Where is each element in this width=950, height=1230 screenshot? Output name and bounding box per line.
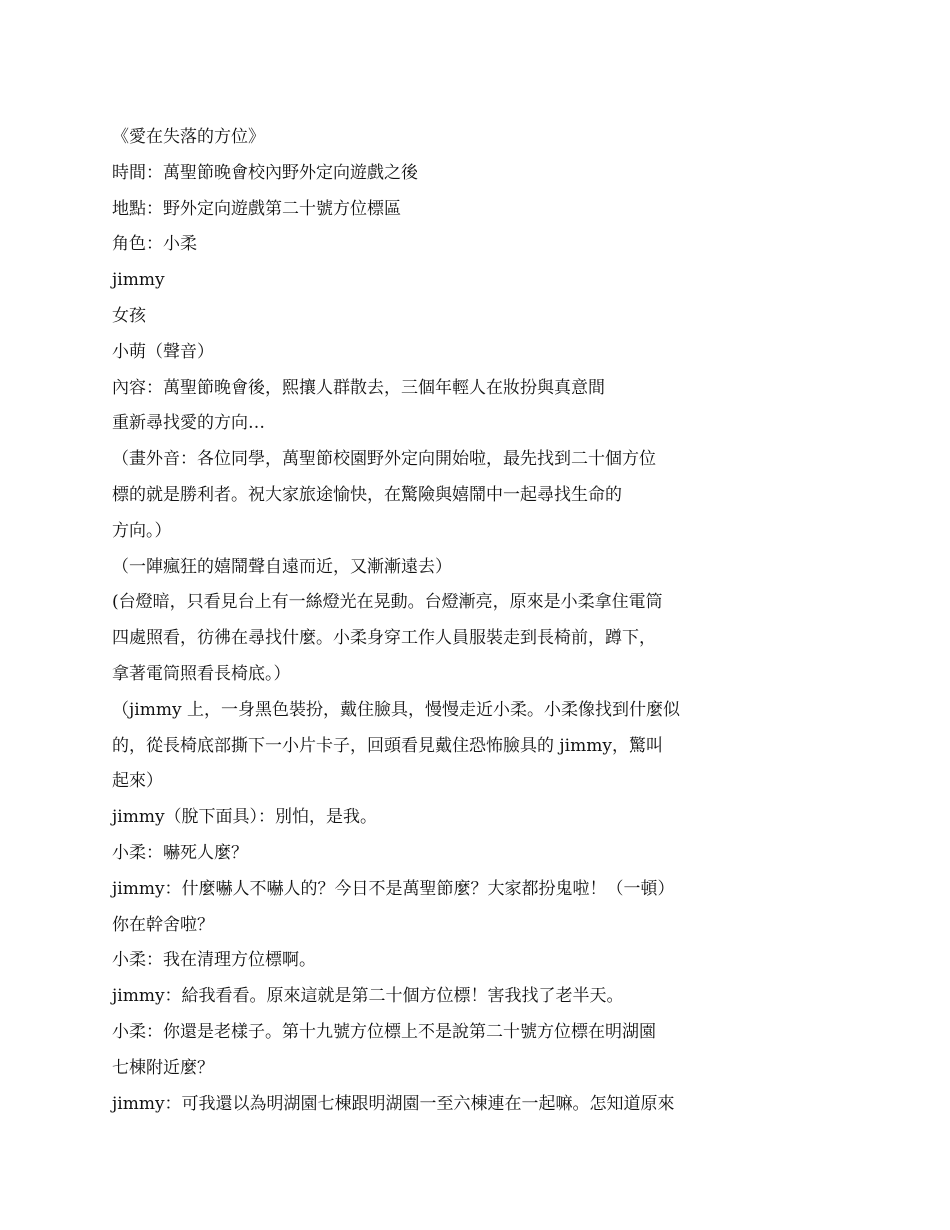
stage-direction: 標的就是勝利者。祝大家旅途愉快，在驚險與嬉鬧中一起尋找生命的 bbox=[112, 484, 622, 505]
stage-direction: （畫外音：各位同學，萬聖節校園野外定向開始啦，最先找到二十個方位 bbox=[112, 449, 656, 470]
dialogue-line: 你在幹舍啦？ bbox=[112, 914, 214, 935]
stage-direction: 起來） bbox=[112, 771, 163, 792]
stage-direction: 拿著電筒照看長椅底。） bbox=[112, 663, 291, 684]
role-jimmy: jimmy bbox=[112, 270, 165, 291]
stage-direction: 的，從長椅底部撕下一小片卡子，回頭看見戴住恐怖臉具的 jimmy，驚叫 bbox=[112, 735, 663, 756]
dialogue-line: 小柔：你還是老樣子。第十九號方位標上不是說第二十號方位標在明湖園 bbox=[112, 1021, 656, 1042]
dialogue-line: jimmy：給我看看。原來這就是第二十個方位標！害我找了老半天。 bbox=[112, 986, 624, 1007]
dialogue-line: 小柔：我在清理方位標啊。 bbox=[112, 950, 316, 971]
dialogue-line: 七棟附近麼？ bbox=[112, 1057, 214, 1078]
dialogue-line: jimmy：什麼嚇人不嚇人的？今日不是萬聖節麼？大家都扮鬼啦！（一頓） bbox=[112, 878, 675, 899]
location-line: 地點：野外定向遊戲第二十號方位標區 bbox=[112, 198, 401, 219]
stage-direction: 方向。） bbox=[112, 520, 172, 541]
role-girl: 女孩 bbox=[112, 305, 146, 326]
content-line: 內容：萬聖節晚會後，熙攘人群散去，三個年輕人在妝扮與真意間 bbox=[112, 377, 605, 398]
dialogue-line: 小柔：嚇死人麼？ bbox=[112, 842, 248, 863]
dialogue-line: jimmy（脫下面具）：別怕，是我。 bbox=[112, 807, 378, 828]
dialogue-line: jimmy：可我還以為明湖園七棟跟明湖園一至六棟連在一起嘛。怎知道原來 bbox=[112, 1093, 675, 1114]
stage-direction: 四處照看，彷彿在尋找什麼。小柔身穿工作人員服裝走到長椅前，蹲下， bbox=[112, 628, 656, 649]
play-title: 《愛在失落的方位》 bbox=[112, 127, 265, 147]
stage-direction: （一陣瘋狂的嬉鬧聲自遠而近，又漸漸遠去） bbox=[112, 556, 452, 577]
time-line: 時間：萬聖節晚會校內野外定向遊戲之後 bbox=[112, 162, 418, 183]
roles-line: 角色：小柔 bbox=[112, 234, 197, 255]
stage-direction: (台燈暗，只看見台上有一絲燈光在晃動。台燈漸亮，原來是小柔拿住電筒 bbox=[112, 592, 663, 613]
role-xiaomeng: 小萌（聲音） bbox=[112, 341, 214, 362]
stage-direction: （jimmy 上，一身黑色裝扮，戴住臉具，慢慢走近小柔。小柔像找到什麼似 bbox=[112, 699, 680, 720]
content-line: 重新尋找愛的方向… bbox=[112, 413, 265, 434]
script-text bbox=[112, 120, 752, 1122]
